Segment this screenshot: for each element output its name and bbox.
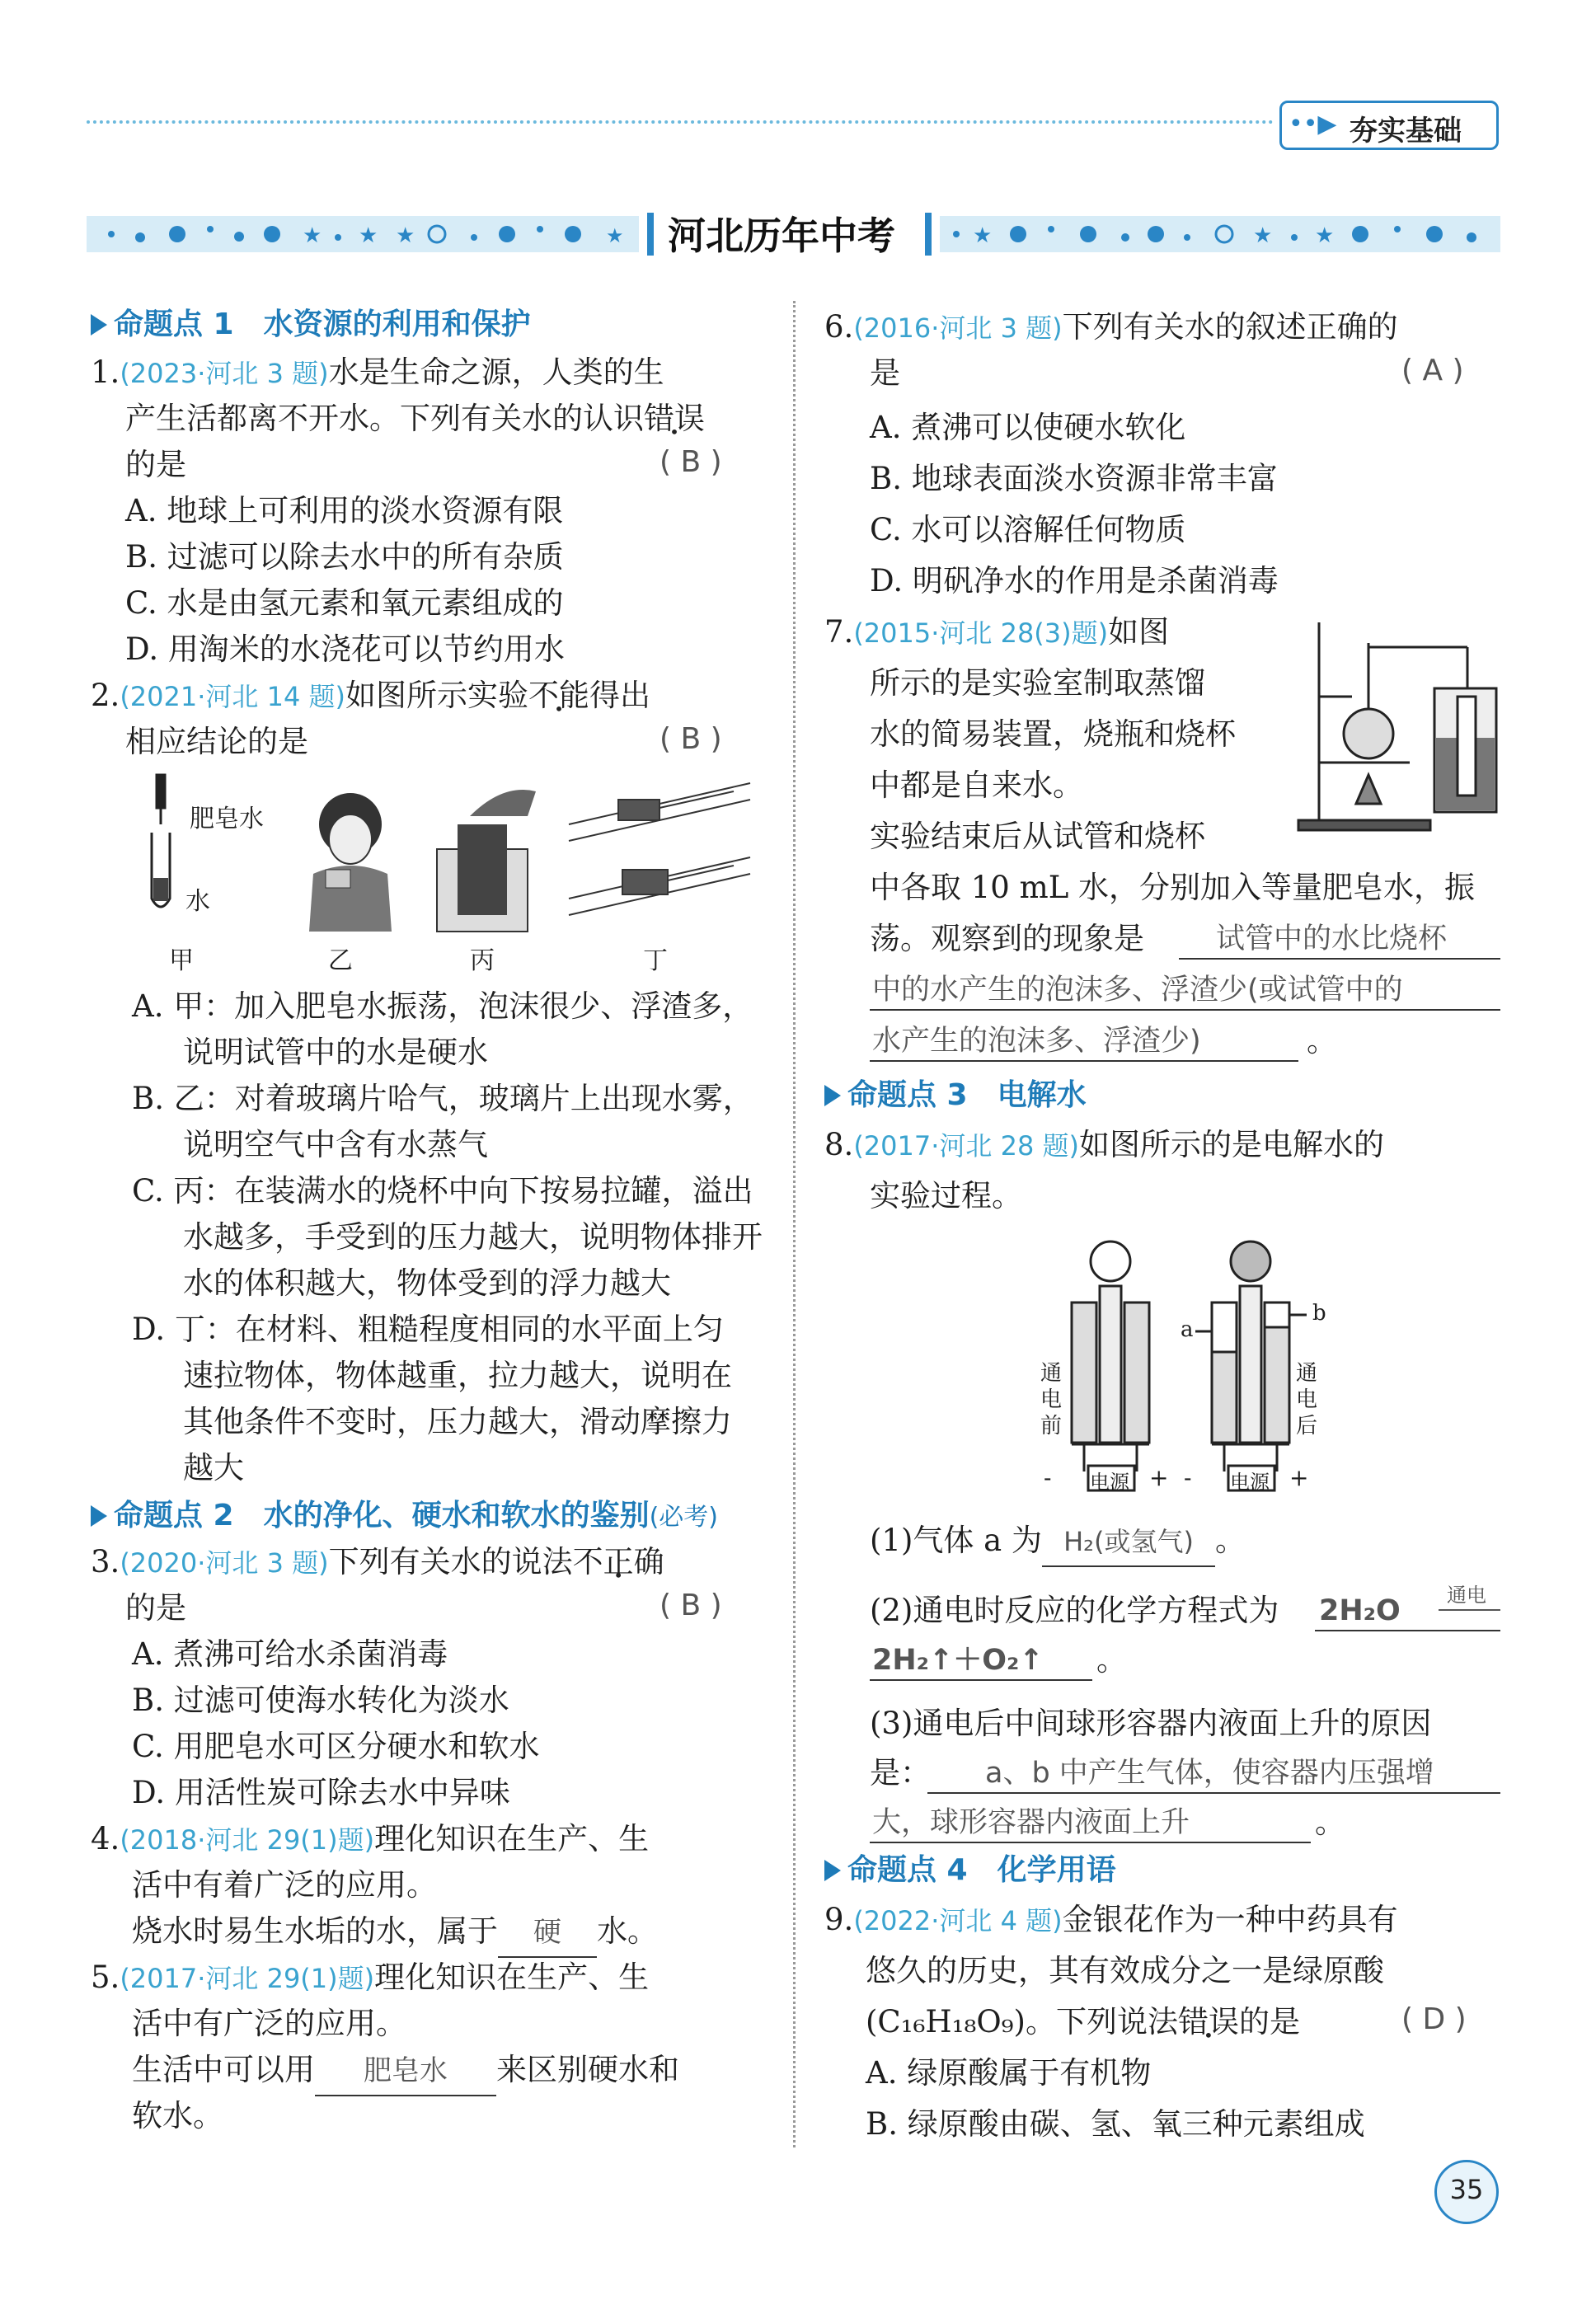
column-divider bbox=[793, 301, 796, 2147]
q7-answer-1: 试管中的水比烧杯 bbox=[1216, 922, 1448, 955]
q8-label-a: a bbox=[1181, 1317, 1194, 1342]
q6-source: (2016·河北 3 题) bbox=[853, 312, 1063, 344]
svg-text:★: ★ bbox=[359, 223, 378, 248]
q8-p3-answer-1: a、b 中产生气体，使容器内压强增 bbox=[985, 1757, 1434, 1790]
q7-number: 7. bbox=[824, 614, 854, 650]
q3-stem-a: 下列有关水的说法 bbox=[328, 1544, 573, 1579]
q6-option-b: B. 地球表面淡水资源非常丰富 bbox=[870, 461, 1278, 496]
q2-fig-label-yi: 乙 bbox=[328, 946, 353, 975]
q6-number: 6. bbox=[824, 309, 854, 345]
section-badge bbox=[1279, 101, 1499, 150]
q4-line-2: 活中有着广泛的应用。 bbox=[132, 1867, 437, 1903]
q8-p2-answer-2: 2H₂↑＋O₂↑ bbox=[872, 1644, 1044, 1677]
q4-stem-c1: 烧水时易生水垢的水，属于 bbox=[132, 1913, 498, 1949]
triangle-icon bbox=[91, 1505, 107, 1527]
q8-source: (2017·河北 28 题) bbox=[853, 1130, 1079, 1162]
q5-stem-a: 理化知识在生产、生 bbox=[374, 1960, 650, 1995]
q1-stem-a: 水是生命之源，人类的生 bbox=[328, 354, 664, 390]
q6-line-2: 是 bbox=[870, 355, 900, 391]
q1-line-1 bbox=[91, 349, 664, 397]
q7-line-5: 实验结束后从试管和烧杯 bbox=[870, 819, 1205, 854]
q4-line-3 bbox=[132, 1908, 658, 1958]
q1-emphasis: 错误 bbox=[644, 401, 705, 436]
q2-stem-a2: 得出 bbox=[589, 678, 650, 713]
q2-option-c-2: 水越多，手受到的压力越大，说明物体排开 bbox=[183, 1219, 763, 1255]
q9-line-1 bbox=[824, 1896, 1398, 1945]
q2-option-c-1: C. 丙：在装满水的烧杯中向下按易拉罐，溢出 bbox=[132, 1173, 753, 1209]
q2-number: 2. bbox=[91, 678, 120, 713]
q2-fig-soap-label: 肥皂水 bbox=[190, 805, 264, 833]
q6-answer: ( A ) bbox=[1401, 354, 1464, 387]
q7-underline-1 bbox=[1179, 958, 1500, 960]
q3-emphasis: 不正确 bbox=[572, 1544, 664, 1579]
q6-option-a: A. 煮沸可以使硬水软化 bbox=[870, 410, 1186, 445]
q5-source: (2017·河北 29(1)题) bbox=[120, 1963, 375, 1994]
q7-stem-f: 荡。观察到的现象是 bbox=[870, 921, 1144, 956]
q8-p2-underline-1 bbox=[1315, 1630, 1500, 1631]
q2-option-d-2: 速拉物体，物体越重，拉力越大，说明在 bbox=[183, 1358, 732, 1393]
q2-option-b-1: B. 乙：对着玻璃片哈气，玻璃片上出现水雾， bbox=[132, 1081, 753, 1116]
q7-answer-3: 水产生的泡沫多、浮渣少) bbox=[872, 1025, 1201, 1058]
q7-line-1 bbox=[824, 608, 1169, 657]
topic-4-label: 命题点 4 化学用语 bbox=[847, 1853, 1116, 1887]
q1-option-b: B. 过滤可以除去水中的所有杂质 bbox=[125, 539, 564, 575]
q7-underline-2 bbox=[870, 1009, 1500, 1011]
q4-blank[interactable]: 硬 bbox=[498, 1908, 597, 1958]
q8-p1-blank[interactable]: H₂(或氢气) bbox=[1042, 1518, 1215, 1567]
topic-1-label: 命题点 1 水资源的利用和保护 bbox=[114, 307, 531, 341]
svg-text:★: ★ bbox=[1253, 223, 1273, 248]
badge-arrows-icon: ••▶ bbox=[1289, 110, 1337, 138]
q2-option-b-2: 说明空气中含有水蒸气 bbox=[183, 1127, 488, 1162]
q2-source: (2021·河北 14 题) bbox=[120, 681, 345, 712]
topic-2-label: 命题点 2 水的净化、硬水和软水的鉴别 bbox=[114, 1499, 650, 1532]
q8-plus-1: + bbox=[1149, 1464, 1169, 1491]
q2-figure bbox=[140, 767, 767, 956]
q9-stem-c2: 的是 bbox=[1238, 2004, 1300, 2039]
q6-option-d: D. 明矾净水的作用是杀菌消毒 bbox=[870, 563, 1279, 598]
q2-option-d-1: D. 丁：在材料、粗糙程度相同的水平面上匀 bbox=[132, 1312, 724, 1347]
q2-option-a-2: 说明试管中的水是硬水 bbox=[183, 1035, 488, 1070]
q5-line-3 bbox=[132, 2046, 679, 2096]
q2-fig-label-jia: 甲 bbox=[169, 946, 194, 975]
svg-text:★: ★ bbox=[973, 223, 993, 248]
topic-4-heading bbox=[824, 1847, 1116, 1894]
q2-stem-b: 相应结论的是 bbox=[125, 724, 308, 759]
banner-decor-right bbox=[940, 216, 1500, 252]
q2-option-a-1: A. 甲：加入肥皂水振荡，泡沫很少、浮渣多， bbox=[132, 988, 753, 1024]
q3-number: 3. bbox=[91, 1544, 120, 1579]
q8-p3-underline-2 bbox=[870, 1842, 1311, 1843]
q2-option-d-4: 越大 bbox=[183, 1450, 244, 1486]
q6-stem-a: 下列有关水的叙述正确的 bbox=[1062, 309, 1398, 345]
triangle-icon bbox=[824, 1860, 841, 1881]
q8-label-after: 通电后 bbox=[1296, 1361, 1318, 1439]
q1-answer: ( B ) bbox=[660, 445, 722, 479]
q3-source: (2020·河北 3 题) bbox=[120, 1547, 329, 1579]
fig-friction-blocks bbox=[569, 783, 750, 915]
q2-stem-a: 如图所示实验 bbox=[345, 678, 528, 713]
q4-stem-c2: 水。 bbox=[597, 1913, 658, 1949]
topic-3-heading bbox=[824, 1072, 1087, 1119]
q2-answer: ( B ) bbox=[660, 722, 722, 756]
q8-p2-condition: 通电 bbox=[1447, 1584, 1486, 1607]
q7-line-7 bbox=[870, 915, 1144, 963]
banner-right-strip bbox=[940, 216, 1500, 252]
topic-1-heading bbox=[91, 301, 531, 349]
q8-p2-arrow-line bbox=[1439, 1609, 1500, 1611]
q5-number: 5. bbox=[91, 1960, 120, 1995]
q3-stem-b: 的是 bbox=[125, 1590, 186, 1626]
q7-stem-a: 如图 bbox=[1108, 614, 1170, 650]
banner-left-strip bbox=[87, 216, 639, 252]
banner-decor-left bbox=[87, 216, 639, 252]
q7-line-6: 中各取 10 mL 水，分别加入等量肥皂水，振 bbox=[870, 870, 1476, 905]
q7-end: 。 bbox=[1307, 1023, 1337, 1058]
q7-answer-2: 中的水产生的泡沫多、浮渣少(或试管中的 bbox=[872, 974, 1403, 1007]
q2-option-c-3: 水的体积越大，物体受到的浮力越大 bbox=[183, 1265, 671, 1301]
q1-option-d: D. 用淘米的水浇花可以节约用水 bbox=[125, 631, 565, 667]
q2-emphasis: 不能 bbox=[528, 678, 589, 713]
q9-number: 9. bbox=[824, 1902, 854, 1937]
q5-line-1 bbox=[91, 1954, 649, 2002]
banner-bar-left bbox=[647, 213, 654, 256]
q3-option-b: B. 过滤可使海水转化为淡水 bbox=[132, 1683, 509, 1718]
q8-line-2: 实验过程。 bbox=[870, 1178, 1022, 1213]
q3-line-1 bbox=[91, 1538, 664, 1587]
page-number: 35 bbox=[1449, 2174, 1484, 2205]
q5-line-4: 软水。 bbox=[132, 2098, 223, 2133]
q8-part-3: (3)通电后中间球形容器内液面上升的原因 bbox=[870, 1706, 1432, 1741]
q8-line-1 bbox=[824, 1121, 1384, 1170]
svg-text:★: ★ bbox=[303, 223, 322, 248]
q6-line-1 bbox=[824, 303, 1398, 352]
svg-text:★: ★ bbox=[606, 224, 624, 247]
q2-line-1 bbox=[91, 672, 650, 720]
q9-option-b: B. 绿原酸由碳、氢、氧三种元素组成 bbox=[866, 2106, 1365, 2142]
page-number-badge bbox=[1434, 2160, 1499, 2224]
q7-distillation-figure bbox=[1286, 614, 1500, 837]
q1-line-2 bbox=[125, 395, 705, 443]
q2-option-d-3: 其他条件不变时，压力越大，滑动摩擦力 bbox=[183, 1404, 732, 1439]
q1-option-a: A. 地球上可利用的淡水资源有限 bbox=[125, 493, 564, 528]
q2-fig-label-ding: 丁 bbox=[643, 946, 668, 975]
q1-stem-c: 的是 bbox=[125, 447, 186, 482]
q4-source: (2018·河北 29(1)题) bbox=[120, 1824, 375, 1856]
q8-part-1 bbox=[870, 1517, 1246, 1567]
q3-option-d: D. 用活性炭可除去水中异味 bbox=[132, 1775, 510, 1810]
q8-part-2 bbox=[870, 1587, 1279, 1635]
q3-line-2 bbox=[125, 1584, 186, 1632]
q8-minus-1: - bbox=[1044, 1464, 1052, 1491]
q1-number: 1. bbox=[91, 354, 120, 390]
q8-p2-underline-2 bbox=[870, 1679, 1092, 1681]
q2-fig-label-bing: 丙 bbox=[470, 946, 495, 975]
q9-line-2: 悠久的历史，其有效成分之一是绿原酸 bbox=[866, 1953, 1384, 1988]
q5-stem-c1: 生活中可以用 bbox=[132, 2052, 315, 2087]
q8-p2-prefix: (2)通电时反应的化学方程式为 bbox=[870, 1593, 1279, 1628]
q8-p2-end: 。 bbox=[1096, 1642, 1127, 1678]
q6-option-c: C. 水可以溶解任何物质 bbox=[870, 512, 1186, 547]
q8-label-b: b bbox=[1312, 1301, 1326, 1326]
fig-beaker-can bbox=[437, 790, 536, 932]
q8-electrolysis-figure bbox=[1055, 1228, 1335, 1500]
q1-line-3 bbox=[125, 441, 186, 489]
q8-stem-a: 如图所示的是电解水的 bbox=[1078, 1127, 1384, 1162]
q5-stem-c2: 来区别硬水和 bbox=[496, 2052, 679, 2087]
q9-line-3 bbox=[866, 1998, 1300, 2046]
q9-emphasis: 错误 bbox=[1177, 2004, 1239, 2039]
q3-option-c: C. 用肥皂水可区分硬水和软水 bbox=[132, 1729, 540, 1764]
header-dotted-rule bbox=[87, 120, 1274, 124]
q1-source: (2023·河北 3 题) bbox=[120, 358, 329, 389]
q8-p3-underline-1 bbox=[927, 1792, 1500, 1794]
q8-power-label-2: 电源 bbox=[1230, 1471, 1270, 1494]
q3-option-a: A. 煮沸可给水杀菌消毒 bbox=[132, 1636, 448, 1672]
q9-source: (2022·河北 4 题) bbox=[853, 1905, 1063, 1936]
q8-p3-prefix: 是： bbox=[870, 1755, 931, 1791]
q8-p3-end: 。 bbox=[1315, 1805, 1345, 1840]
q4-line-1 bbox=[91, 1815, 649, 1864]
banner-title: 河北历年中考 bbox=[668, 214, 895, 258]
q3-answer: ( B ) bbox=[660, 1589, 722, 1622]
q8-p3-answer-2: 大，球形容器内液面上升 bbox=[872, 1806, 1190, 1839]
fig-girl-breathing bbox=[309, 793, 392, 932]
q8-label-before: 通电前 bbox=[1040, 1361, 1063, 1439]
q7-source: (2015·河北 28(3)题) bbox=[853, 617, 1109, 649]
q7-underline-3 bbox=[870, 1060, 1298, 1062]
triangle-icon bbox=[91, 314, 107, 336]
q8-plus-2: + bbox=[1289, 1464, 1309, 1491]
q9-answer: ( D ) bbox=[1401, 2002, 1467, 2036]
triangle-icon bbox=[824, 1085, 841, 1106]
q8-p1-end: 。 bbox=[1215, 1523, 1246, 1558]
svg-text:★: ★ bbox=[1315, 223, 1335, 248]
svg-text:★: ★ bbox=[396, 223, 415, 248]
q9-stem-c: (C₁₆H₁₈O₉)。下列说法 bbox=[866, 2004, 1178, 2039]
q1-stem-b: 产生活都离不开水。下列有关水的认识 bbox=[125, 401, 644, 436]
q7-line-4: 中都是自来水。 bbox=[870, 767, 1083, 803]
q8-power-label-1: 电源 bbox=[1090, 1471, 1129, 1494]
q8-number: 8. bbox=[824, 1127, 854, 1162]
q8-p1-prefix: (1)气体 a 为 bbox=[870, 1523, 1042, 1558]
q5-line-2: 活中有广泛的应用。 bbox=[132, 2006, 406, 2041]
q8-minus-2: - bbox=[1184, 1464, 1192, 1491]
q9-stem-a: 金银花作为一种中药具有 bbox=[1062, 1902, 1398, 1937]
topic-2-heading bbox=[91, 1492, 718, 1542]
q1-option-c: C. 水是由氢元素和氧元素组成的 bbox=[125, 585, 564, 621]
section-badge-label: 夯实基础 bbox=[1350, 115, 1462, 148]
q2-fig-water-label: 水 bbox=[185, 887, 210, 916]
topic-2-note: (必考) bbox=[649, 1503, 719, 1532]
q2-line-2 bbox=[125, 718, 308, 766]
banner-bar-right bbox=[925, 213, 932, 256]
q9-option-a: A. 绿原酸属于有机物 bbox=[866, 2055, 1152, 2091]
q7-line-2: 所示的是实验室制取蒸馏 bbox=[870, 665, 1205, 701]
q4-number: 4. bbox=[91, 1821, 120, 1856]
topic-3-label: 命题点 3 电解水 bbox=[847, 1078, 1087, 1112]
q5-blank[interactable]: 肥皂水 bbox=[315, 2047, 496, 2096]
q8-p2-answer-1: 2H₂O bbox=[1319, 1594, 1401, 1627]
q7-line-3: 水的简易装置，烧瓶和烧杯 bbox=[870, 716, 1236, 752]
q4-stem-a: 理化知识在生产、生 bbox=[374, 1821, 650, 1856]
fig-test-tube bbox=[152, 775, 170, 907]
